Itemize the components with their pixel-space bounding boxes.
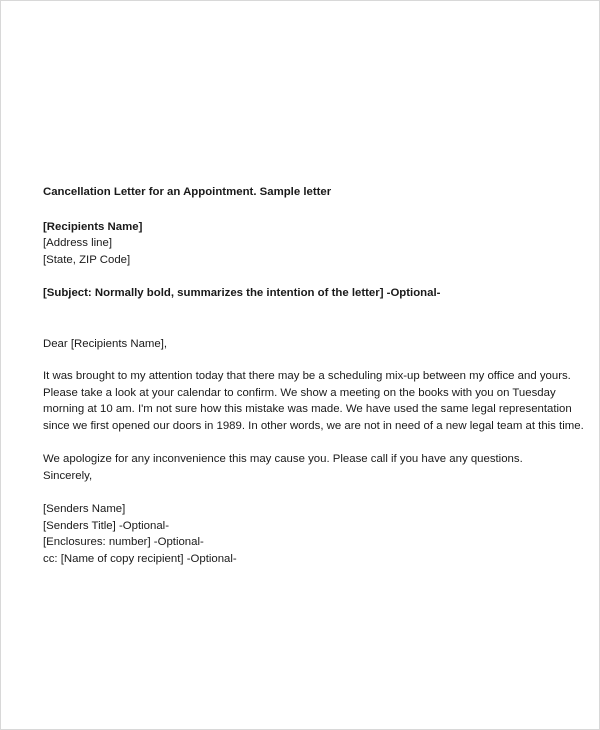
spacer [43, 201, 583, 219]
closing-block [43, 451, 583, 484]
body-line: Please take a look at your calendar to confirm. We show a meeting on the books with you on Tuesday [43, 386, 556, 399]
sender-name: [Senders Name] [43, 503, 126, 515]
closing-line: We apologize for any inconvenience this may cause you. Please call if you have any questions. [43, 453, 523, 465]
body-line: morning at 10 am. I'm not sure how this mistake was made. We have used the same legal representation [43, 403, 572, 415]
sender-title: [Senders Title] -Optional- [43, 519, 169, 532]
letter-subject: [Subject: Normally bold, summarizes the intention of the letter] -Optional- [43, 287, 441, 299]
spacer [43, 484, 583, 501]
recipient-block [43, 219, 583, 269]
spacer [43, 434, 583, 451]
body-paragraph [43, 368, 583, 434]
body-line: It was brought to my attention today that there may be a scheduling mix-up between my office and yours. [43, 370, 571, 382]
cc-line: cc: [Name of copy recipient] -Optional- [43, 552, 237, 565]
recipient-name: [Recipients Name] [43, 220, 143, 233]
body-line: since we first opened our doors in 1989. In other words, we are not in need of a new legal team at this time. [43, 419, 584, 432]
spacer [43, 268, 583, 285]
sign-off: Sincerely, [43, 469, 93, 482]
recipient-state-zip: [State, ZIP Code] [43, 253, 131, 266]
spacer [43, 302, 583, 336]
spacer [43, 352, 583, 368]
letter-title: Cancellation Letter for an Appointment. Sample letter [43, 186, 332, 198]
recipient-address: [Address line] [43, 237, 113, 249]
enclosures: [Enclosures: number] -Optional- [43, 536, 204, 548]
salutation: Dear [Recipients Name], [43, 337, 168, 350]
letter-content [43, 184, 583, 567]
signature-block [43, 501, 583, 567]
